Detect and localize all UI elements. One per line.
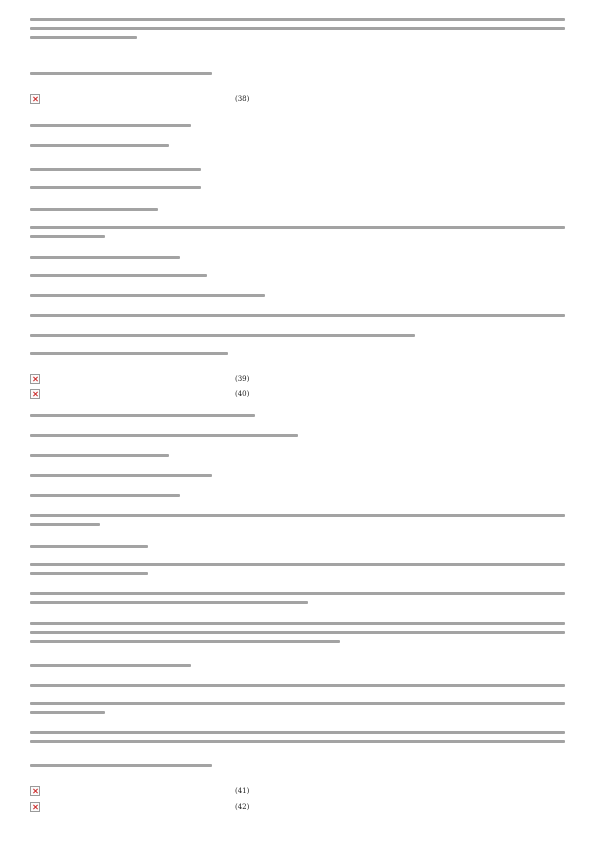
paragraph (30, 294, 565, 303)
paragraph (30, 434, 565, 443)
paragraph (30, 168, 565, 177)
broken-image-icon (30, 786, 40, 796)
broken-image-icon (30, 389, 40, 399)
paragraph (30, 414, 565, 423)
paragraph (30, 186, 565, 195)
paragraph (30, 454, 565, 463)
paragraph (30, 563, 565, 581)
equation-number: (38) (235, 95, 250, 103)
paragraph (30, 474, 565, 483)
paragraph (30, 494, 565, 503)
paragraph (30, 274, 565, 283)
broken-image-icon (30, 94, 40, 104)
equation-row (30, 389, 565, 403)
paragraph (30, 334, 565, 343)
paragraph (30, 731, 565, 749)
broken-image-icon (30, 374, 40, 384)
paragraph (30, 226, 565, 244)
paragraph (30, 514, 565, 532)
broken-image-icon (30, 802, 40, 812)
equation-number: (39) (235, 375, 250, 383)
paragraph (30, 314, 565, 323)
paragraph (30, 622, 565, 649)
equation-row (30, 786, 565, 800)
paragraph (30, 545, 565, 554)
paragraph (30, 144, 565, 153)
paragraph (30, 592, 565, 610)
paragraph (30, 702, 565, 720)
paragraph (30, 684, 565, 693)
equation-row (30, 802, 565, 816)
equation-number: (40) (235, 390, 250, 398)
paragraph (30, 256, 565, 265)
paragraph (30, 352, 565, 361)
equation-number: (42) (235, 803, 250, 811)
paragraph (30, 664, 565, 673)
equation-row (30, 374, 565, 388)
paragraph (30, 208, 565, 217)
equation-number: (41) (235, 787, 250, 795)
paragraph (30, 18, 565, 45)
paragraph (30, 72, 565, 81)
paragraph (30, 764, 565, 773)
equation-row (30, 94, 565, 108)
paragraph (30, 124, 565, 133)
